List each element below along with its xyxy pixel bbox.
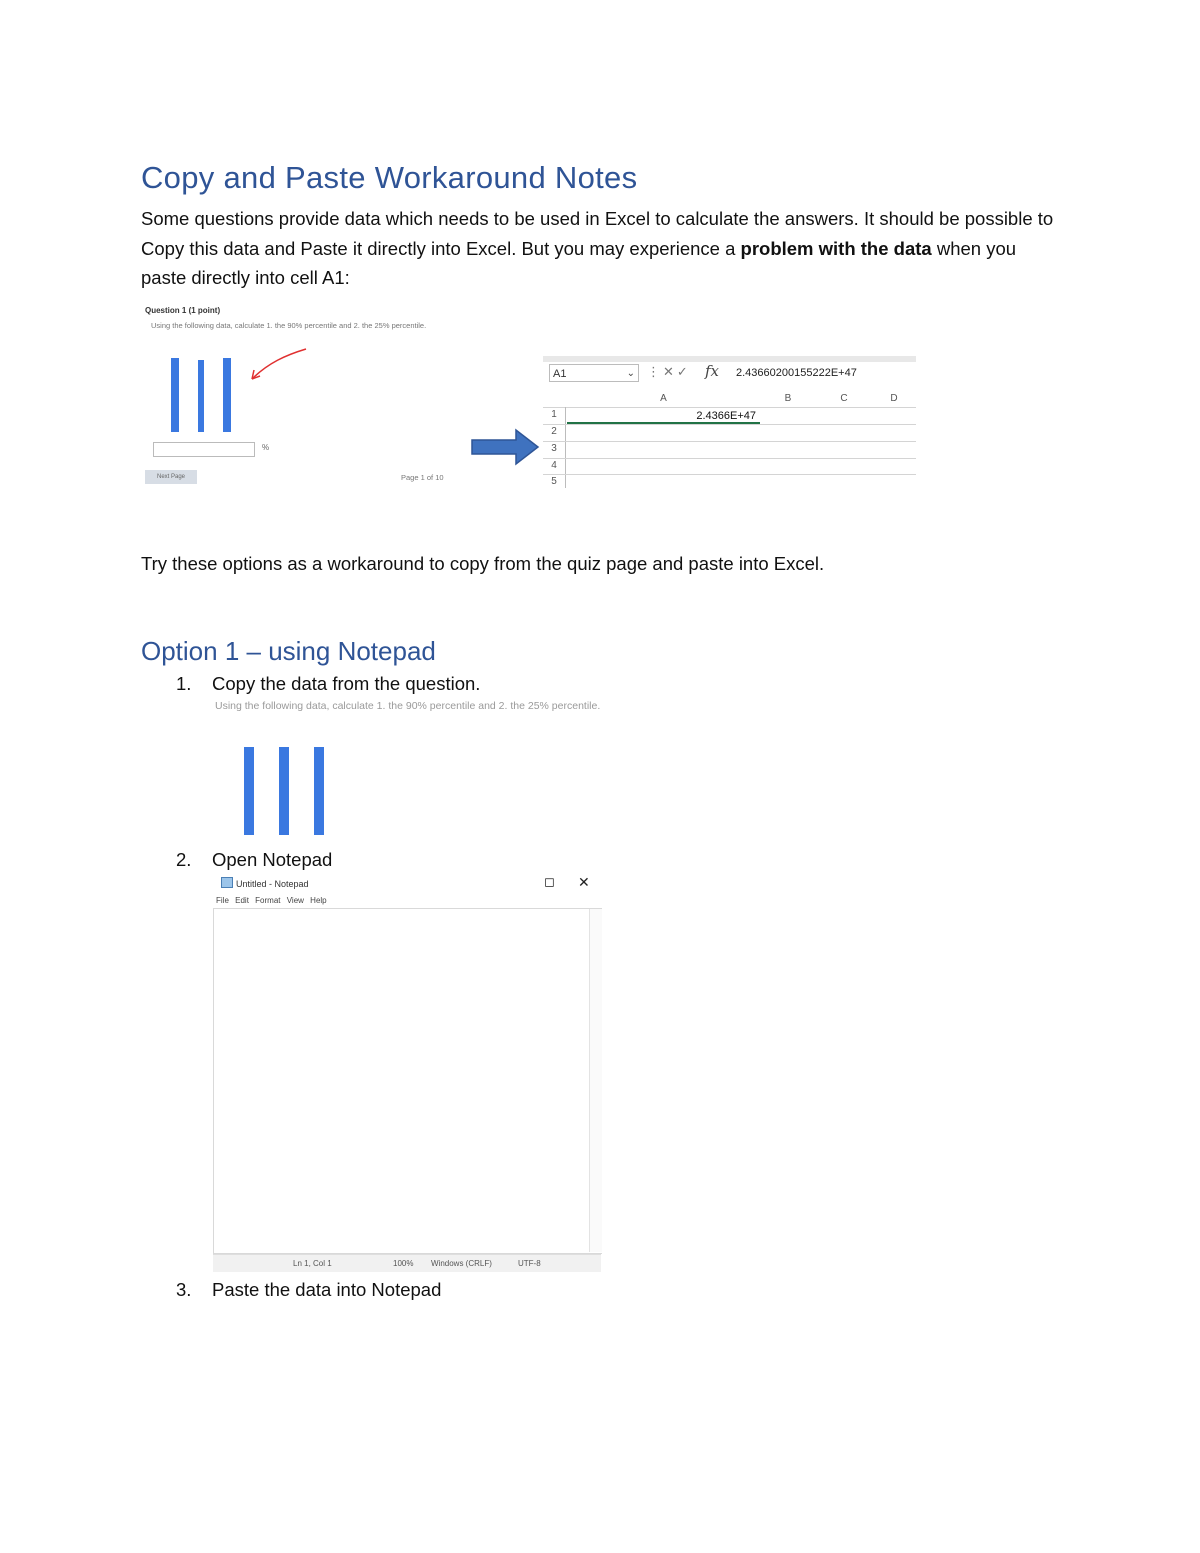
grid-line [543,458,916,459]
workaround-intro: Try these options as a workaround to copy from the quiz page and paste into Excel. [141,553,825,574]
notepad-status-bar [213,1254,601,1272]
maximize-icon[interactable]: ◻ [544,874,555,889]
page-indicator: Page 1 of 10 [401,473,444,482]
row-header-3[interactable]: 3 [551,443,557,454]
selected-data-column [279,747,289,835]
row-header-1[interactable]: 1 [551,409,557,420]
excel-screenshot [543,356,916,488]
notepad-icon [221,877,233,888]
column-header-a[interactable]: A [660,393,667,404]
step-number: 3. [176,1279,192,1300]
fx-icon: fx [705,362,720,380]
notepad-title-bar [221,877,309,889]
answer-input[interactable] [153,442,255,457]
name-box-value: A1 [553,368,567,380]
next-page-button[interactable]: Next Page [145,470,197,484]
intro-text-1: Some questions provide data which needs to be used in Excel to calculate the answers. It should be possible to Copy this data and Paste it directly into Excel. But you may experience a [141,208,1054,259]
quiz-question-text: Using the following data, calculate 1. the 90% percentile and 2. the 25% percentile. [151,321,427,330]
notepad-menu-bar [216,896,327,905]
formula-bar[interactable]: 2.43660200155222E+47 [736,367,857,379]
close-icon[interactable]: ✕ [578,874,590,890]
selected-data-column [314,747,324,835]
row-header-divider [565,407,566,488]
percent-sign: % [262,443,270,452]
selected-data-column [198,360,204,432]
intro-bold: problem with the data [740,237,932,259]
row-header-4[interactable]: 4 [551,460,557,471]
name-box[interactable] [549,364,639,382]
vertical-scrollbar[interactable] [589,909,602,1252]
menu-view[interactable]: View [286,896,304,905]
intro-paragraph [141,204,1061,293]
column-header-d[interactable]: D [890,393,898,404]
step-text: Open Notepad [212,849,333,870]
step-3 [176,1279,441,1301]
grid-line [543,441,916,442]
step-number: 1. [176,673,192,694]
notepad-title: Untitled - Notepad [236,879,309,889]
quiz-question-label: Question 1 (1 point) [145,306,221,315]
step-number: 2. [176,849,192,870]
column-header-b[interactable]: B [784,393,792,404]
menu-file[interactable]: File [216,896,229,905]
grid-line [543,474,916,475]
step-1-caption: Using the following data, calculate 1. the 90% percentile and 2. the 25% percentile. [215,700,601,712]
formula-bar-icons: ⋮✕✓ [647,364,691,379]
arrow-right-icon [470,428,542,466]
step-text: Copy the data from the question. [212,673,481,694]
excel-ribbon-edge [543,356,916,362]
notepad-window [211,874,601,1274]
intro-text-2: when you paste directly into cell A1: [141,237,1017,288]
row-header-5[interactable]: 5 [551,476,557,487]
column-header-c[interactable]: C [840,393,848,404]
status-line-ending: Windows (CRLF) [431,1259,492,1268]
notepad-text-area[interactable] [213,908,602,1254]
selected-data-column [223,358,231,432]
grid-line [543,407,916,408]
row-header-2[interactable]: 2 [551,426,557,437]
selected-data-column [244,747,254,835]
page-title: Copy and Paste Workaround Notes [141,160,638,195]
cell-a1[interactable]: 2.4366E+47 [567,409,760,424]
selected-data-column [171,358,179,432]
step-text: Paste the data into Notepad [212,1279,442,1300]
menu-help[interactable]: Help [310,896,327,905]
grid-line [543,424,916,425]
menu-format[interactable]: Format [255,896,281,905]
status-zoom: 100% [393,1259,414,1268]
menu-edit[interactable]: Edit [235,896,249,905]
status-position: Ln 1, Col 1 [293,1259,332,1268]
red-arrow-icon [246,345,311,385]
step-2 [176,849,332,871]
chevron-down-icon: ⌄ [626,368,635,379]
step-1 [176,673,480,695]
quiz-screenshot [141,300,466,490]
option-1-heading: Option 1 – using Notepad [141,636,436,666]
status-encoding: UTF-8 [518,1259,541,1268]
